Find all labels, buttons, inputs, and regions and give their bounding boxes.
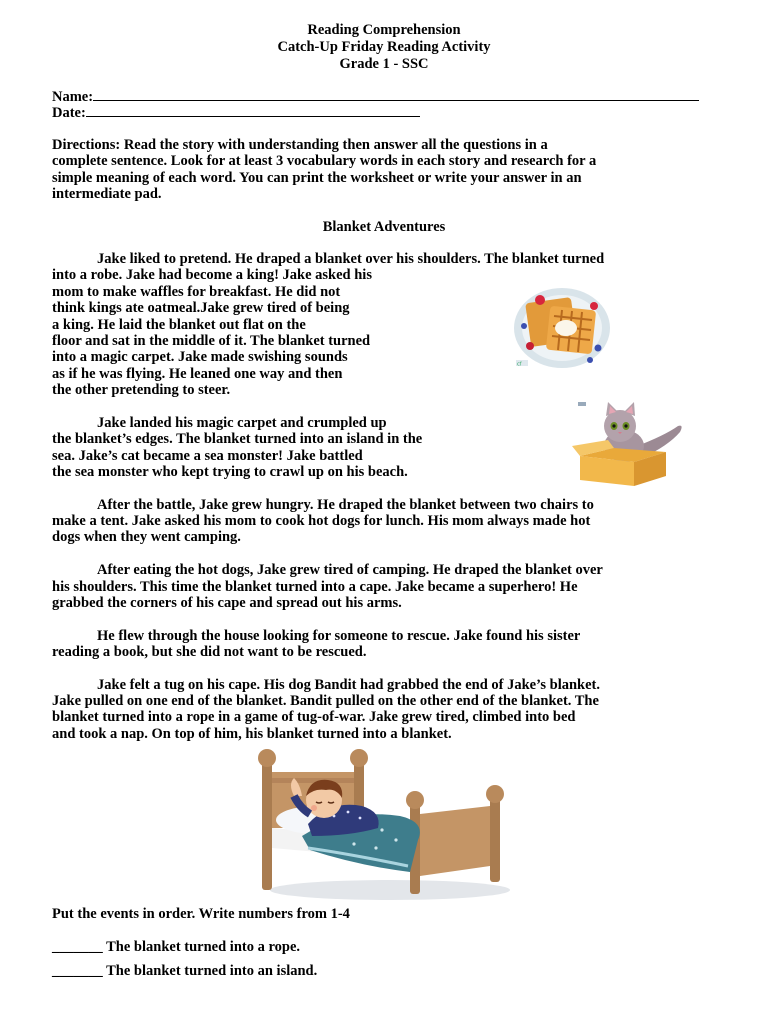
grade-label: Grade 1 - SSC — [339, 56, 429, 72]
story-line: Jake pulled on one end of the blanket. Bandit pulled on the other end of the blanket. The — [52, 693, 599, 709]
story-line: dogs when they went camping. — [52, 529, 241, 545]
story-line: blanket turned into a rope in a game of tug-of-war. Jake grew tired, climbed into bed — [52, 709, 576, 725]
date-label: Date: — [52, 105, 86, 121]
exercise-item-text: The blanket turned into a rope. — [106, 939, 301, 955]
story-line: the other pretending to steer. — [52, 382, 231, 398]
directions-line: intermediate pad. — [52, 186, 162, 202]
story-line: After eating the hot dogs, Jake grew tired of camping. He draped the blanket over — [97, 562, 603, 578]
story-title: Blanket Adventures — [322, 219, 446, 235]
boy-sleeping-image — [250, 744, 510, 902]
exercise-instruction: Put the events in order. Write numbers from 1-4 — [52, 906, 350, 922]
name-blank[interactable] — [93, 88, 699, 101]
exercise-item — [52, 963, 317, 979]
story-line: make a tent. Jake asked his mom to cook hot dogs for lunch. His mom always made hot — [52, 513, 591, 529]
story-line: think kings ate oatmeal.Jake grew tired of being — [52, 300, 350, 316]
directions-line: complete sentence. Look for at least 3 vocabulary words in each story and research for a — [52, 153, 597, 169]
story-line: the sea monster who kept trying to crawl up on his beach. — [52, 464, 408, 480]
story-line: and took a nap. On top of him, his blanket turned into a blanket. — [52, 726, 452, 742]
directions-line: simple meaning of each word. You can print the worksheet or write your answer in an — [52, 170, 582, 186]
exercise-item — [52, 939, 300, 955]
story-line: a king. He laid the blanket out flat on the — [52, 317, 306, 333]
cat-in-box-image — [572, 402, 686, 486]
date-field[interactable] — [52, 104, 420, 121]
story-line: Jake landed his magic carpet and crumpled up — [97, 415, 387, 431]
story-line: the blanket’s edges. The blanket turned into an island in the — [52, 431, 423, 447]
answer-blank[interactable]: _______ — [52, 963, 103, 979]
story-line: as if he was flying. He leaned one way and then — [52, 366, 343, 382]
story-line: After the battle, Jake grew hungry. He draped the blanket between two chairs to — [97, 497, 594, 513]
story-line: Jake felt a tug on his cape. His dog Bandit had grabbed the end of Jake’s blanket. — [97, 677, 601, 693]
story-line: He flew through the house looking for someone to rescue. Jake found his sister — [97, 628, 581, 644]
name-label: Name: — [52, 89, 94, 105]
story-line: into a magic carpet. Jake made swishing sounds — [52, 349, 348, 365]
page-title: Reading Comprehension — [307, 22, 461, 38]
directions-line: Directions: Read the story with understanding then answer all the questions in a — [52, 137, 548, 153]
date-blank[interactable] — [86, 104, 420, 117]
waffle-image — [510, 286, 610, 372]
name-field[interactable] — [52, 88, 699, 105]
story-line: his shoulders. This time the blanket turned into a cape. Jake became a superhero! He — [52, 579, 578, 595]
story-line: sea. Jake’s cat became a sea monster! Jake battled — [52, 448, 363, 464]
exercise-item-text: The blanket turned into an island. — [106, 963, 318, 979]
page-subtitle: Catch-Up Friday Reading Activity — [277, 39, 491, 55]
story-line: grabbed the corners of his cape and spread out his arms. — [52, 595, 402, 611]
waffle-tag: cf — [517, 361, 522, 368]
story-line: reading a book, but she did not want to be rescued. — [52, 644, 367, 660]
answer-blank[interactable]: _______ — [52, 939, 103, 955]
story-line: Jake liked to pretend. He draped a blanket over his shoulders. The blanket turned — [97, 251, 605, 267]
story-line: into a robe. Jake had become a king! Jake asked his — [52, 267, 372, 283]
story-line: floor and sat in the middle of it. The blanket turned — [52, 333, 371, 349]
story-line: mom to make waffles for breakfast. He did not — [52, 284, 341, 300]
